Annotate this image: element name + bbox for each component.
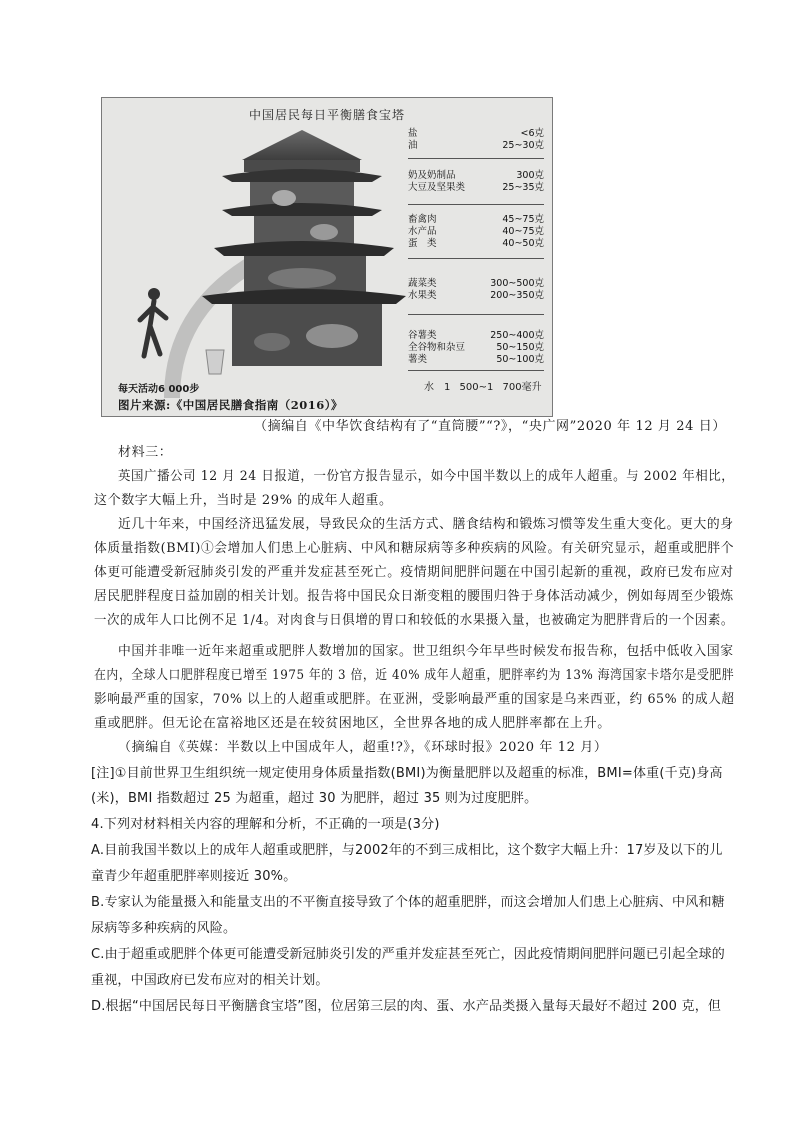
label-egg: 蛋 类 40~50克	[408, 238, 544, 249]
text-line: 重视，中国政府已发布应对的相关计划。	[91, 973, 329, 988]
label-grain: 谷薯类 250~400克	[408, 330, 544, 341]
label-fruit: 水果类 200~350克	[408, 290, 544, 301]
text-line: 在内，全球人口肥胖程度已增至 1975 年的 3 倍，近 40% 成年人超重，肥胖率约为 13% 海湾国家卡塔尔是受肥胖	[94, 668, 735, 683]
label-salt: 盐 <6克	[408, 128, 544, 139]
label-whole-grain: 全谷物和杂豆 50~150克	[408, 342, 544, 353]
text-line: B.专家认为能量摄入和能量支出的不平衡直接导致了个体的超重肥胖，而这会增加人们患上心脏病、中风和糖	[91, 895, 725, 910]
divider	[408, 314, 544, 315]
text-line: D.根据“中国居民每日平衡膳食宝塔”图，位居第三层的肉、蛋、水产品类摄入量每天最好不超过 200 克，但	[91, 999, 722, 1014]
text-line: 童青少年超重肥胖率则接近 30%。	[91, 869, 297, 884]
text-line: 居民肥胖程度日益加剧的相关计划。报告将中国民众日渐变粗的腰围归咎于身体活动减少，例如每周至少锻炼	[94, 589, 734, 604]
text-line: （摘编自《中华饮食结构有了“直筒腰”“?》，“央广网”2020 年 12 月 24 日）	[254, 419, 726, 434]
text-line: (米)，BMI 指数超过 25 为超重，超过 30 为肥胖，超过 35 则为过度肥胖。	[91, 791, 538, 806]
label-aquatic: 水产品 40~75克	[408, 226, 544, 237]
text-line: 体更可能遭受新冠肺炎引发的严重并发症甚至死亡。疫情期间肥胖问题在中国引起新的重视，政府已发布应对	[94, 565, 734, 580]
text-line: 中国并非唯一近年来超重或肥胖人数增加的国家。世卫组织今年早些时候发布报告称，包括中低收入国家	[118, 644, 734, 659]
label-water: 水 1 500~1 700毫升	[424, 382, 542, 393]
text-line: C.由于超重或肥胖个体更可能遭受新冠肺炎引发的严重并发症甚至死亡，因此疫情期间肥胖问题已引起全球的	[91, 947, 726, 962]
activity-caption: 每天活动6 000步	[118, 384, 200, 395]
label-dairy: 奶及奶制品 300克	[408, 170, 544, 181]
text-line: 材料三：	[118, 445, 173, 460]
text-line: [注]①目前世界卫生组织统一规定使用身体质量指数(BMI)为衡量肥胖以及超重的标准，BMI=体重(千克)身高	[91, 766, 723, 781]
figure-title: 中国居民每日平衡膳食宝塔	[248, 108, 405, 122]
label-tuber: 薯类 50~100克	[408, 354, 544, 365]
figure-source: 图片来源:《中国居民膳食指南（2016）》	[118, 398, 343, 412]
label-oil: 油 25~30克	[408, 140, 544, 151]
text-line: 影响最严重的国家，70% 以上的人超重或肥胖。在亚洲，受影响最严重的国家是乌来西亚，约 65% 的成人超	[94, 692, 735, 707]
divider	[408, 258, 544, 259]
text-line: 一次的成年人口比例不足 1/4。对肉食与日俱增的胃口和较低的水果摄入量，也被确定为肥胖背后的一个因素。	[94, 613, 734, 628]
text-line: 近几十年来，中国经济迅猛发展，导致民众的生活方式、膳食结构和锻炼习惯等发生重大变化。更大的身	[118, 517, 734, 532]
text-line: 4.下列对材料相关内容的理解和分析，不正确的一项是(3分)	[91, 817, 440, 832]
text-line: 重或肥胖。但无论在富裕地区还是在较贫困地区，全世界各地的成人肥胖率都在上升。	[94, 716, 611, 731]
label-meat: 畜禽肉 45~75克	[408, 214, 544, 225]
text-line: 尿病等多种疾病的风险。	[91, 921, 237, 936]
text-line: 这个数字大幅上升，当时是 29% 的成年人超重。	[94, 493, 393, 508]
divider	[408, 158, 544, 159]
divider	[408, 204, 544, 205]
divider	[408, 370, 544, 371]
text-line: A.目前我国半数以上的成年人超重或肥胖，与2002年的不到三成相比，这个数字大幅上升：17岁及以下的儿	[91, 843, 723, 858]
label-vegetable: 蔬菜类 300~500克	[408, 278, 544, 289]
text-line: 英国广播公司 12 月 24 日报道，一份官方报告显示，如今中国半数以上的成年人超重。与 2002 年相比，	[118, 469, 735, 484]
text-line: 体质量指数(BMI)①会增加人们患上心脏病、中风和糖尿病等多种疾病的风险。有关研究显示，超重或肥胖个	[94, 541, 735, 556]
label-soy-nuts: 大豆及坚果类 25~35克	[408, 182, 544, 193]
food-pyramid-figure	[101, 97, 553, 417]
text-line: （摘编自《英媒：半数以上中国成年人，超重!?》，《环球时报》2020 年 12 月）	[118, 740, 608, 755]
